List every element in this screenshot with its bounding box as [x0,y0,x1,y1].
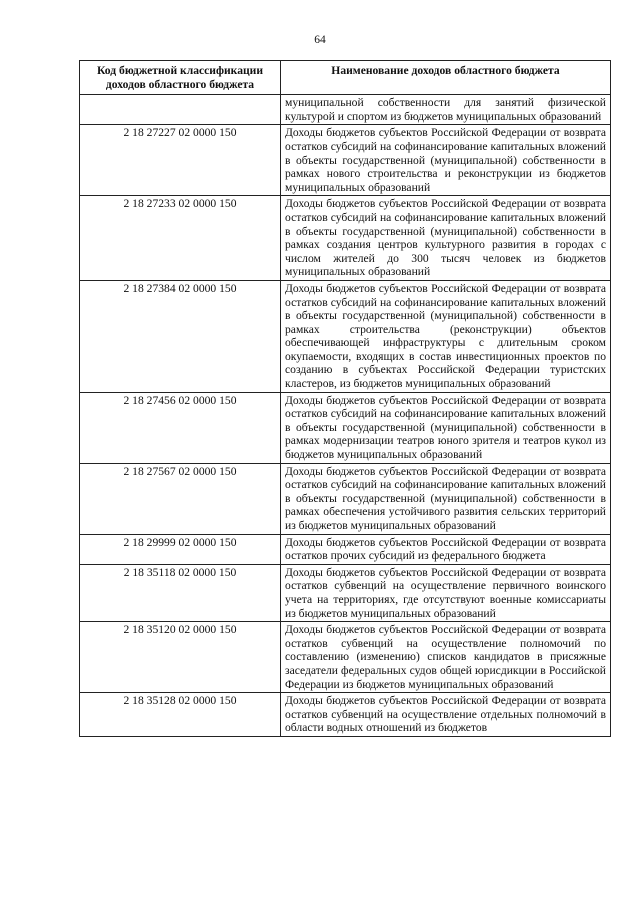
budget-code: 2 18 27233 02 0000 150 [80,196,281,281]
header-name: Наименование доходов областного бюджета [281,61,611,95]
table-row [80,564,611,621]
page-number: 64 [314,34,326,46]
revenue-name: муниципальной собственности для занятий физической культурой и спортом из бюджетов муниципальных образований [281,95,611,125]
budget-code: 2 18 27227 02 0000 150 [80,125,281,196]
table-row [80,622,611,693]
table-row [80,392,611,463]
revenue-name: Доходы бюджетов субъектов Российской Федерации от возврата остатков субсидий на софинансирование капитальных вложений в объекты государственной (муниципальной) собственности в рамках нового строительства и реконструкции из бюджетов муниципальных образований [281,125,611,196]
revenue-name: Доходы бюджетов субъектов Российской Федерации от возврата остатков субсидий на софинансирование капитальных вложений в объекты государственной (муниципальной) собственности в рамках создания центров культурного развития в городах с числом жителей до 300 тысяч человек из бюджетов муниципальных образований [281,196,611,281]
budget-code [80,95,281,125]
table-row [80,125,611,196]
revenue-name: Доходы бюджетов субъектов Российской Федерации от возврата остатков субсидий на софинансирование капитальных вложений в объекты государственной (муниципальной) собственности в рамках обеспечения устойчивого развития сельских территорий из бюджетов муниципальных образований [281,463,611,534]
header-code: Код бюджетной классификации доходов областного бюджета [80,61,281,95]
revenue-name: Доходы бюджетов субъектов Российской Федерации от возврата остатков субсидий на софинансирование капитальных вложений в объекты государственной (муниципальной) собственности в рамках модернизации театров юного зрителя и театров кукол из бюджетов муниципальных образований [281,392,611,463]
budget-code: 2 18 27456 02 0000 150 [80,392,281,463]
budget-code: 2 18 27384 02 0000 150 [80,280,281,392]
budget-code: 2 18 35118 02 0000 150 [80,564,281,621]
budget-code: 2 18 29999 02 0000 150 [80,534,281,564]
revenue-name: Доходы бюджетов субъектов Российской Федерации от возврата остатков субвенций на осуществление полномочий по составлению (изменению) списков кандидатов в присяжные заседатели федеральных судов общей юрисдикции в Российской Федерации из бюджетов муниципальных образований [281,622,611,693]
table-row [80,280,611,392]
budget-code: 2 18 35128 02 0000 150 [80,693,281,737]
budget-revenue-table [79,60,611,737]
table-header-row [80,61,611,95]
table-row [80,534,611,564]
table-row [80,693,611,737]
table-row [80,463,611,534]
revenue-name: Доходы бюджетов субъектов Российской Федерации от возврата остатков субсидий на софинансирование капитальных вложений в объекты государственной (муниципальной) собственности в рамках строительства (реконструкции) объектов обеспечивающей инфраструктуры с длительным сроком окупаемости, входящих в состав инвестиционных проектов по созданию в субъектах Российской Федерации туристских кластеров, из бюджетов муниципальных образований [281,280,611,392]
budget-code: 2 18 35120 02 0000 150 [80,622,281,693]
revenue-name: Доходы бюджетов субъектов Российской Федерации от возврата остатков субвенций на осуществление первичного воинского учета на территориях, где отсутствуют военные комиссариаты из бюджетов муниципальных образований [281,564,611,621]
table-row [80,95,611,125]
table-row [80,196,611,281]
revenue-name: Доходы бюджетов субъектов Российской Федерации от возврата остатков субвенций на осуществление отдельных полномочий в области водных отношений из бюджетов [281,693,611,737]
budget-code: 2 18 27567 02 0000 150 [80,463,281,534]
revenue-name: Доходы бюджетов субъектов Российской Федерации от возврата остатков прочих субсидий из федерального бюджета [281,534,611,564]
